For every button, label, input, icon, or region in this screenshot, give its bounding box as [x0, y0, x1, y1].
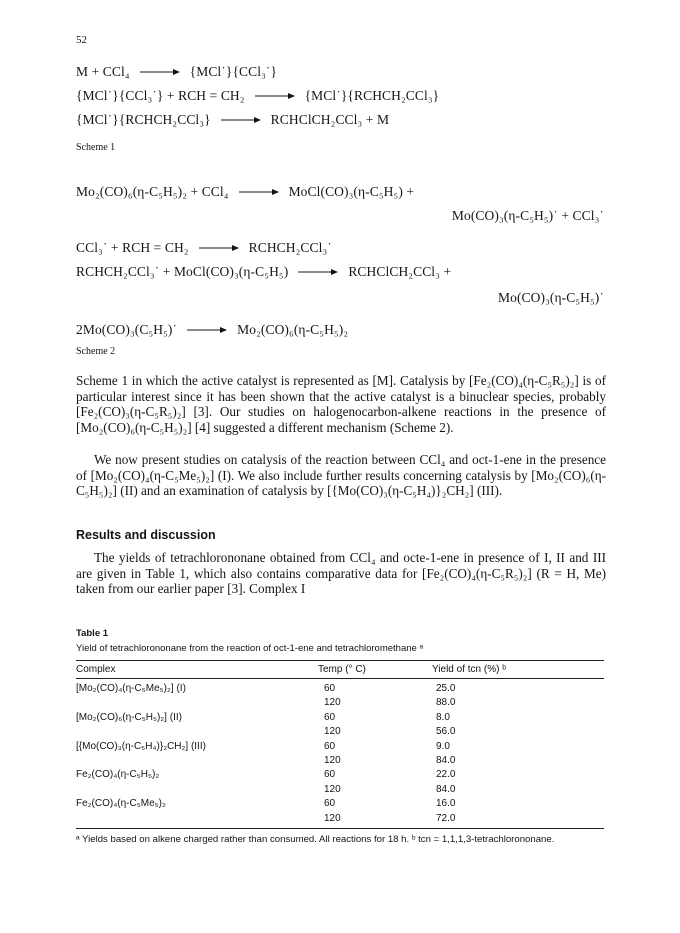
table-cell-temp: 120 — [324, 697, 341, 709]
equation-rhs: RCHClCH₂CCl₃ + — [348, 264, 452, 279]
paragraph-1: Scheme 1 in which the active catalyst is represented as [M]. Catalysis by [Fe₂(CO)₄(η-C₅R₅)₂] is of particular interest since it has been shown that the active catalyst is a binuclear species, probably [Fe₂(CO)₃(η-C₅R₅)₂] [3]. Our studies on halogenocarbon-alkene reactions in the presence of [Mo₂(CO)₆(η-C₅H₅)₂] [4] suggested a different mechanism (Scheme 2). — [76, 373, 606, 435]
table-cell-yield: 22.0 — [436, 769, 456, 781]
paragraph-3: The yields of tetrachlorononane obtained from CCl₄ and octe-1-ene in presence of I, II and III are given in Table 1, which also contains comparative data for [Fe₂(CO)₄(η-C₅R₅)₂] (R = H, Me) taken from our earlier paper [3]. Complex I — [76, 550, 606, 597]
equation-rhs: MoCl(CO)₃(η-C₅H₅) + — [288, 184, 415, 199]
table-cell-temp: 120 — [324, 755, 341, 766]
scheme2-equation-3 — [76, 264, 451, 280]
table-cell-complex: [Mo₂(CO)₄(η-C₅Me₅)₂] (I) — [76, 683, 186, 694]
scheme1-equation-3 — [76, 112, 389, 128]
table-cell-temp: 120 — [324, 812, 341, 824]
reaction-arrow-icon — [239, 188, 279, 196]
column-header-temp: Temp (° C) — [318, 664, 366, 675]
equation-lhs: Mo₂(CO)₆(η-C₅H₅)₂ + CCl₄ — [76, 184, 229, 199]
equation-rhs: RCHCH₂CCl₃˙ — [248, 240, 332, 255]
scheme2-equation-2 — [76, 240, 332, 256]
table-cell-temp: 60 — [324, 711, 336, 723]
equation-rhs: {MCl˙}{CCl₃˙} — [189, 64, 278, 79]
scheme2-equation-3-continuation: Mo(CO)₃(η-C₅H₅)˙ — [497, 290, 604, 305]
reaction-arrow-icon — [199, 244, 239, 252]
equation-lhs: {MCl˙}{RCHCH₂CCl₃} — [76, 112, 211, 127]
table-label: Table 1 — [76, 628, 109, 639]
table-cell-temp: 60 — [324, 740, 336, 752]
table-bottom-rule — [76, 828, 604, 829]
table-cell-yield: 25.0 — [436, 683, 456, 694]
scheme2-equation-1-continuation: Mo(CO)₃(η-C₅H₅)˙ + CCl₃˙ — [451, 208, 604, 223]
equation-lhs: CCl₃˙ + RCH = CH₂ — [76, 240, 189, 255]
section-heading: Results and discussion — [76, 528, 216, 542]
equation-lhs: 2Mo(CO)₃(C₅H₅)˙ — [76, 322, 178, 337]
table-cell-yield: 72.0 — [436, 812, 456, 824]
scheme2-label: Scheme 2 — [76, 346, 116, 357]
scheme2-equation-1 — [76, 184, 414, 200]
table-cell-yield: 16.0 — [436, 798, 456, 810]
table-caption: Yield of tetrachlorononane from the reaction of oct-1-ene and tetrachloromethane ᵃ — [76, 643, 423, 654]
equation-rhs: {MCl˙}{RCHCH₂CCl₃} — [304, 88, 440, 103]
equation-rhs: Mo₂(CO)₆(η-C₅H₅)₂ — [237, 322, 349, 337]
column-header-yield: Yield of tcn (%) ᵇ — [432, 664, 506, 675]
table-cell-complex: [{Mo(CO)₃(η-C₅H₄)}₂CH₂] (III) — [76, 740, 206, 752]
paragraph-2: We now present studies on catalysis of the reaction between CCl₄ and oct-1-ene in the presence of [Mo₂(CO)₄(η-C₅Me₅)₂] (I). We also include further results concerning catalysis by [Mo₂(CO)₆(η-C₅H₅)₂] (II) and an examination of catalysis by [{Mo(CO)₃(η-C₅H₄)}₂CH₂] (III). — [76, 452, 606, 499]
table-cell-complex: Fe₂(CO)₄(η-C₅H₅)₂ — [76, 769, 160, 781]
reaction-arrow-icon — [221, 116, 261, 124]
table-cell-yield: 84.0 — [436, 755, 456, 766]
scheme1-equation-2 — [76, 88, 439, 104]
table-cell-temp: 120 — [324, 783, 341, 795]
table-cell-yield: 8.0 — [436, 711, 450, 723]
equation-lhs: RCHCH₂CCl₃˙ + MoCl(CO)₃(η-C₅H₅) — [76, 264, 289, 279]
table-cell-temp: 120 — [324, 726, 341, 738]
table-cell-temp: 60 — [324, 798, 336, 810]
page-number: 52 — [76, 34, 87, 46]
scheme1-label: Scheme 1 — [76, 142, 116, 153]
table-cell-temp: 60 — [324, 683, 336, 694]
equation-lhs: {MCl˙}{CCl₃˙} + RCH = CH₂ — [76, 88, 245, 103]
table-cell-yield: 9.0 — [436, 740, 450, 752]
equation-rhs: RCHClCH₂CCl₃ + M — [270, 112, 390, 127]
reaction-arrow-icon — [140, 68, 180, 76]
table-cell-complex: Fe₂(CO)₄(η-C₅Me₅)₂ — [76, 798, 166, 810]
reaction-arrow-icon — [298, 268, 338, 276]
table-header-rule — [76, 678, 604, 679]
scheme1-equation-1 — [76, 64, 277, 80]
equation-lhs: M + CCl₄ — [76, 64, 130, 79]
table-cell-yield: 88.0 — [436, 697, 456, 709]
table-top-rule — [76, 660, 604, 661]
scheme2-equation-4 — [76, 322, 348, 338]
table-cell-complex: [Mo₂(CO)₆(η-C₅H₅)₂] (II) — [76, 711, 182, 723]
column-header-complex: Complex — [76, 664, 116, 675]
table-cell-temp: 60 — [324, 769, 336, 781]
reaction-arrow-icon — [187, 326, 227, 334]
table-cell-yield: 84.0 — [436, 783, 456, 795]
reaction-arrow-icon — [255, 92, 295, 100]
table-cell-yield: 56.0 — [436, 726, 456, 738]
table-footnote: ᵃ Yields based on alkene charged rather than consumed. All reactions for 18 h. ᵇ tcn = 1,1,1,3-tetrachlorononane. — [76, 834, 555, 845]
